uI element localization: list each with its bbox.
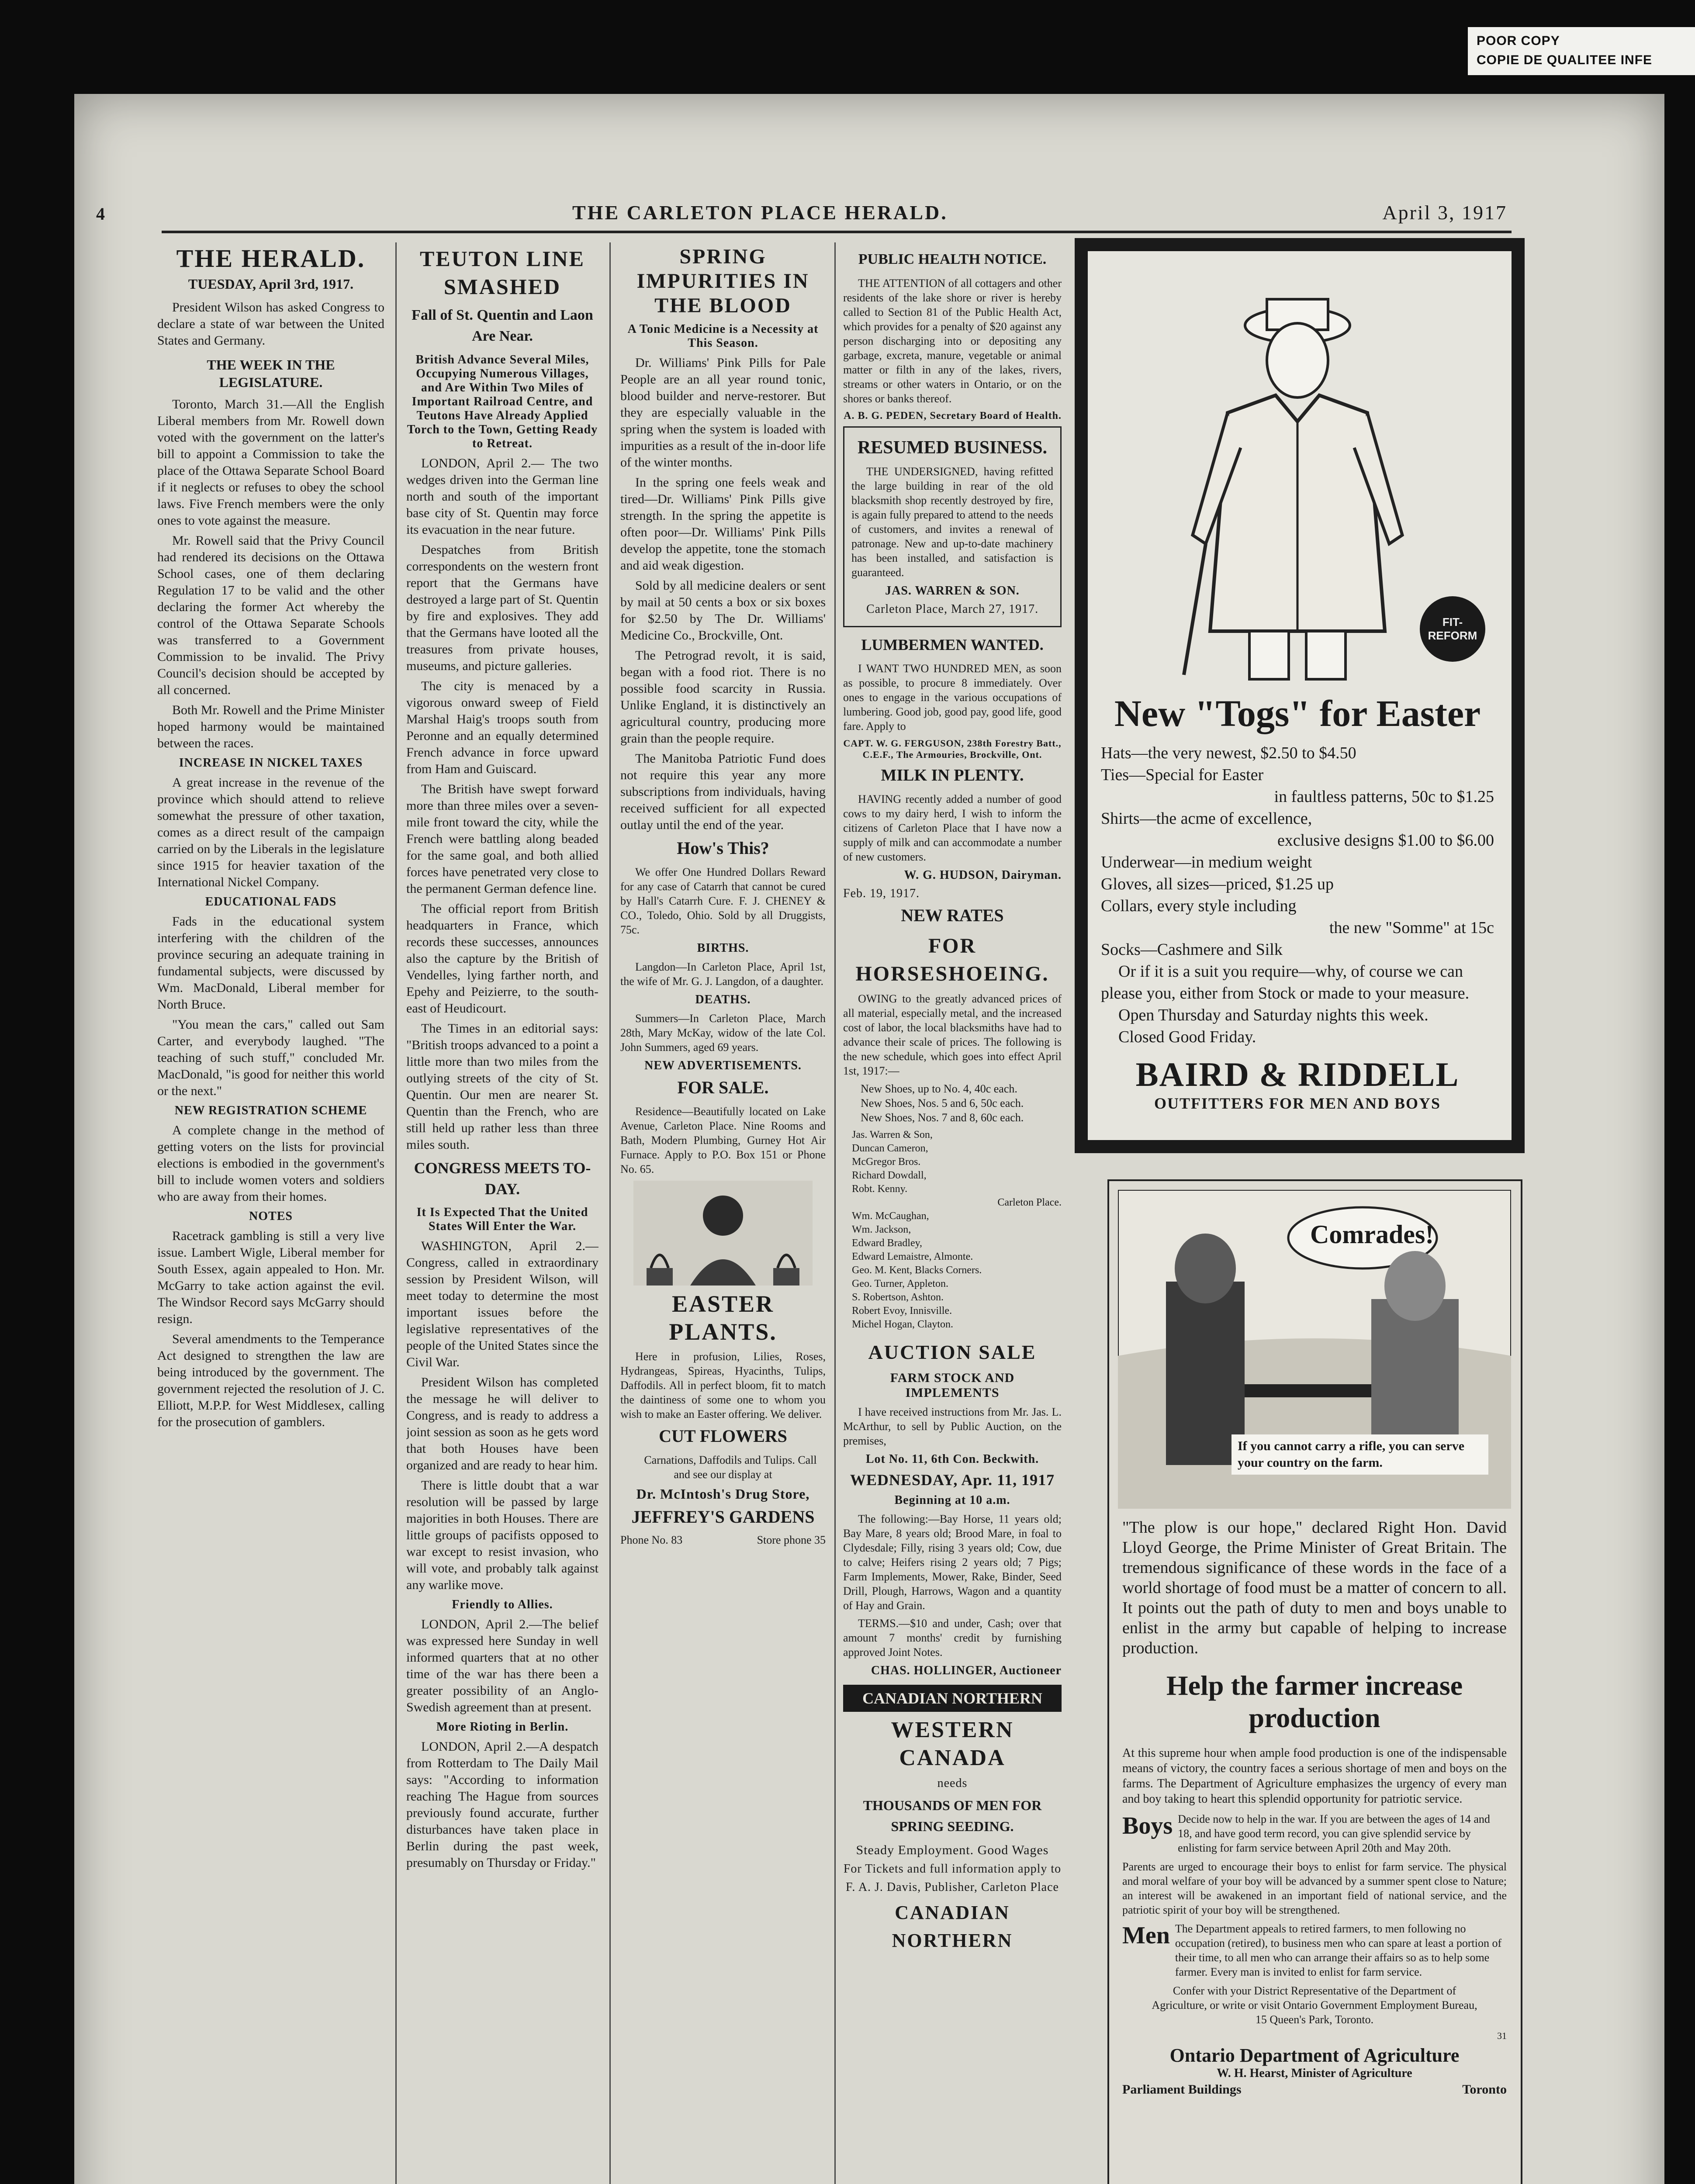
- article-paragraph: LONDON, April 2.—A despatch from Rotterdam to The Daily Mail says: "According to information reaching The Hague from sources previously found accurate, further disturbances have taken place in Berlin during the past week, presumably on Thursday or Friday.": [406, 1739, 598, 1870]
- boys-text: Decide now to help in the war. If you are between the ages of 14 and 18, and have good term record, you can give splendid service by enlisting for farm service between April 20th and May 20th.: [1178, 1813, 1490, 1854]
- legislature-heading: THE WEEK IN THE LEGISLATURE.: [207, 357, 335, 390]
- resumed-text: THE UNDERSIGNED, having refitted the large building in rear of the old blacksmith shop recently destroyed by fire, is again fully prepared to attend to the needs of customers, and invites a renewal of patronage. New and up-to-date machinery has been installed, and satisfaction is guaranteed.: [851, 465, 1053, 579]
- auction-text: I have received instructions from Mr. Jas. L. McArthur, to sell by Public Auction, on the premises,: [843, 1406, 1062, 1447]
- item-line: Collars, every style including: [1101, 897, 1297, 915]
- smith-name: Robert Evoy, Innisville.: [852, 1305, 952, 1317]
- gardens-name: JEFFREY'S GARDENS: [631, 1507, 815, 1527]
- smith-name: McGregor Bros.: [852, 1156, 921, 1168]
- public-health-heading: PUBLIC HEALTH NOTICE.: [858, 251, 1047, 267]
- war-headline: TEUTON LINE SMASHED: [419, 246, 585, 299]
- resumed-date: Carleton Place, March 27, 1917.: [866, 602, 1039, 616]
- nickel-heading: INCREASE IN NICKEL TAXES: [179, 756, 363, 770]
- notes-heading: NOTES: [249, 1209, 293, 1223]
- item-line: Underwear—in medium weight: [1101, 853, 1312, 871]
- article-paragraph: There is little doubt that a war resolution will be passed by large majorities in both Houses. There are little groups of pacifists opposed to war except to resist invasion, who will vote, and probably talk against any warlike move.: [406, 1478, 598, 1592]
- masthead-rule: [162, 231, 1512, 233]
- new-rates-heading: NEW RATES: [901, 905, 1004, 925]
- notice-line-2: COPIE DE QUALITEE INFE: [1477, 53, 1653, 67]
- article-paragraph: WASHINGTON, April 2.— Congress, called in extraordinary session by President Wilson, will meet today to determine the most important issues before the legislative representatives of the people of the United States since the Civil War.: [406, 1239, 598, 1369]
- auction-terms: TERMS.—$10 and under, Cash; over that amount 7 months' credit by furnishing approved Joint Notes.: [843, 1617, 1062, 1659]
- article-paragraph: The official report from British headquarters in France, which records these successes, announces also the capture by the British of Vendelles, lying farther north, and Epehy and Peizierre, to the south-east of Heudicourt.: [406, 902, 598, 1016]
- smith-name: Wm. McCaughan,: [852, 1210, 929, 1222]
- brand-name: BAIRD & RIDDELL: [1135, 1055, 1460, 1093]
- lloyd-george-quote: "The plow is our hope," declared Right Hon. David Lloyd George, the Prime Minister of Great Britain. The tremendous significance of these words in the face of a world shortage of food must be a matter of concern to all. It points out the path of duty to men and boys unable to enlist in the army but capable of helping to increase production.: [1122, 1518, 1507, 1657]
- cut-flowers-text: Carnations, Daffodils and Tulips. Call and see our display at: [644, 1454, 817, 1481]
- smith-name: Geo. M. Kent, Blacks Corners.: [852, 1265, 982, 1276]
- item-line: Shirts—the acme of excellence,: [1101, 809, 1312, 828]
- smith-name: Geo. Turner, Appleton.: [852, 1278, 949, 1289]
- smith-name: Edward Bradley,: [852, 1237, 923, 1249]
- editorial-paragraph: Mr. Rowell said that the Privy Council had rendered its decisions on the Ottawa School cases, one of them declaring Regulation 17 to be valid and the other declaring the former Act whereby the control of the Ottawa Separate Schools was transferred to a Government Commission to be invalid. The Privy Council's decision should be accepted by all concerned.: [157, 533, 384, 697]
- western-canada-heading: WESTERN CANADA: [891, 1717, 1014, 1770]
- help-farmer-text: At this supreme hour when ample food production is one of the indispensable means of victory, the country faces a serious shortage of men and boys on the farms. The Department of Agriculture emphasizes the urgency of every man and boy taking to heart this splendid opportunity for patriotic service.: [1122, 1746, 1507, 1806]
- badge-text: FIT-REFORM: [1428, 615, 1477, 642]
- help-farmer-headline: Help the farmer increase production: [1166, 1670, 1463, 1733]
- item-line: in faultless patterns, 50c to $1.25: [1274, 788, 1494, 806]
- easter-plants-text: Here in profusion, Lilies, Roses, Hydrangeas, Spireas, Hyacinths, Tulips, Daffodils. All in perfect bloom, fit to match the daintiness of some one to whom you wish to make an Easter offering. We deliver.: [620, 1350, 826, 1420]
- auction-lot: Lot No. 11, 6th Con. Beckwith.: [865, 1452, 1039, 1466]
- war-deck: British Advance Several Miles, Occupying Numerous Villages, and Are Within Two Miles of Important Railroad Centre, and Teutons Have Already Applied Torch to the Town, Getting Ready to Retreat.: [407, 353, 598, 450]
- drug-store-name: Dr. McIntosh's Drug Store,: [636, 1486, 810, 1502]
- baird-riddell-ad: [1075, 238, 1525, 1153]
- farm-stock-heading: FARM STOCK AND IMPLEMENTS: [890, 1371, 1015, 1400]
- milk-signature: W. G. HUDSON, Dairyman.: [904, 868, 1062, 882]
- war-subheadline: Fall of St. Quentin and Laon Are Near.: [412, 307, 593, 344]
- thousands-heading: THOUSANDS OF MEN FOR SPRING SEEDING.: [863, 1797, 1042, 1834]
- column-rule: [609, 242, 611, 2184]
- item-line: Ties—Special for Easter: [1101, 766, 1264, 784]
- department-name: Ontario Department of Agriculture: [1169, 2045, 1460, 2066]
- item-line: Hats—the very newest, $2.50 to $4.50: [1101, 744, 1356, 762]
- new-ads-heading: NEW ADVERTISEMENTS.: [644, 1059, 802, 1072]
- hows-this-text: We offer One Hundred Dollars Reward for any case of Catarrh that cannot be cured by Hall's Catarrh Cure. F. J. CHENEY & CO., Toledo, Ohio. Sold by all Druggists, 75c.: [620, 866, 826, 936]
- education-heading: EDUCATIONAL FADS: [205, 895, 337, 909]
- rate-line: New Shoes, up to No. 4, 40c each.: [861, 1082, 1017, 1095]
- article-paragraph: Dr. Williams' Pink Pills for Pale People are an all year round tonic, blood builder and nerve-restorer. But they are especially valuable in the spring when the system is loaded with impurities as a result of the in-door life of the winter months.: [620, 356, 826, 470]
- article-paragraph: LONDON, April 2.—The belief was expressed here Sunday in well informed quarters that at no other time of the war has there been a greater possibility of an Anglo-Swedish agreement than at present.: [406, 1617, 598, 1714]
- parliament-buildings: Parliament Buildings: [1122, 2082, 1242, 2097]
- article-paragraph: The Times in an editorial says: "British troops advanced to a point a little more than two miles from the outlying streets of the city of St. Quentin. Our men are nearer St. Quentin than the French, who are still held up rather less than three miles south.: [406, 1021, 598, 1152]
- editorial-paragraph: Both Mr. Rowell and the Prime Minister hoped harmony would be maintained between the races.: [157, 703, 384, 750]
- auction-date: WEDNESDAY, Apr. 11, 1917: [850, 1471, 1055, 1489]
- lumbermen-text: I WANT TWO HUNDRED MEN, as soon as possible, to procure 8 immediately. Over ones to engage in the various occupations of lumbering. Good job, good pay, good life, good fare. Apply to: [843, 662, 1062, 733]
- togs-headline: New "Togs" for Easter: [1114, 692, 1481, 734]
- ad-number: 31: [1497, 2030, 1507, 2041]
- easter-plants-heading: EASTER PLANTS.: [669, 1291, 777, 1345]
- agriculture-ad: [1107, 1179, 1522, 2184]
- births-heading: BIRTHS.: [697, 941, 749, 955]
- smith-name: Robt. Kenny.: [852, 1183, 908, 1195]
- editorial-paragraph: A great increase in the revenue of the province which should attend to relieve somewhat the pressure of other taxation, comes as a direct result of the campaign carried on by the Liberals in the legislature since 1915 for heavier taxation of the International Nickel Company.: [157, 775, 384, 889]
- health-column: [620, 245, 826, 2184]
- resumed-heading: RESUMED BUSINESS.: [857, 438, 1048, 458]
- editorial-paragraph: "You mean the cars," called out Sam Carter, and everybody laughed. "The teaching of such stuff," concluded Mr. MacDonald, "is good for neither this world or the next.": [157, 1017, 384, 1098]
- column-rule: [395, 242, 397, 2184]
- department-city: Toronto: [1462, 2082, 1507, 2097]
- milk-text: HAVING recently added a number of good cows to my dairy herd, I wish to inform the citizens of Carleton Place that I have now a supply of milk and can accommodate a number of new customers.: [843, 793, 1062, 863]
- gentleman-illustration: [1140, 264, 1455, 684]
- item-line: exclusive designs $1.00 to $6.00: [1277, 831, 1494, 850]
- smith-name: Richard Dowdall,: [852, 1170, 927, 1181]
- editorial-paragraph: Several amendments to the Temperance Act designed to strengthen the law are being introduced by the government. The government rejected the resolution of J. C. Elliott, M.P.P. for West Middlesex, calling for the prosecution of gamblers.: [157, 1332, 384, 1429]
- for-sale-text: Residence—Beautifully located on Lake Avenue, Carleton Place. Nine Rooms and Bath, Modern Plumbing, Gurney Hot Air Furnace. Apply to P.O. Box 151 or Phone No. 65.: [620, 1105, 826, 1175]
- editorial-paragraph: Racetrack gambling is still a very live issue. Lambert Wigle, Liberal member for South Essex, again appealed to Hon. Mr. McGarry to take action against the evil. The Windsor Record says McGarry should resign.: [157, 1229, 384, 1326]
- flower-illustration: [633, 1181, 813, 1286]
- congress-deck: It Is Expected That the United States Will Enter the War.: [416, 1206, 588, 1233]
- confer-text: Confer with your District Representative of the Department of Agriculture, or write or visit Ontario Government Employment Bureau, 15 Queen's Park, Toronto.: [1152, 1984, 1477, 2026]
- horseshoeing-text: OWING to the greatly advanced prices of all material, especially metal, and the increased cost of labor, the local blacksmiths have had to advance their scale of prices. The following is the new schedule, which goes into effect April 1st, 1917:—: [843, 992, 1062, 1077]
- war-news-column: [406, 245, 598, 2184]
- article-paragraph: LONDON, April 2.— The two wedges driven into the German line north and south of the important base city of St. Quentin may force its evacuation in the near future.: [406, 456, 598, 537]
- rate-line: New Shoes, Nos. 7 and 8, 60c each.: [861, 1111, 1024, 1124]
- speech-bubble: Comrades!: [1310, 1220, 1434, 1249]
- milk-heading: MILK IN PLENTY.: [881, 766, 1024, 784]
- cut-flowers-heading: CUT FLOWERS: [659, 1426, 787, 1446]
- suit-text: Or if it is a suit you require—why, of course we can please you, either from Stock or made to your measure.: [1101, 962, 1470, 1002]
- issue-date: April 3, 1917: [1382, 201, 1507, 224]
- deaths-heading: DEATHS.: [695, 993, 751, 1006]
- friendly-heading: Friendly to Allies.: [452, 1598, 553, 1611]
- paper-title: THE CARLETON PLACE HERALD.: [572, 201, 948, 224]
- gardens-phone: Phone No. 83: [620, 1534, 683, 1546]
- men-text: The Department appeals to retired farmers, to men following no occupation (retired), to business men who can spare at least a portion of their time, to all men who can arrange their affairs so as to help some farmer. Every man is invited to enlist for farm service.: [1175, 1922, 1502, 1978]
- comrades-illustration: [1118, 1190, 1511, 1509]
- editorial-column: [157, 245, 384, 2184]
- article-paragraph: Sold by all medicine dealers or sent by mail at 50 cents a box or six boxes for $2.50 by The Dr. Williams' Medicine Co., Brockville, Ont.: [620, 578, 826, 643]
- auctioneer: CHAS. HOLLINGER, Auctioneer: [871, 1664, 1062, 1677]
- men-label: Men: [1122, 1922, 1170, 1949]
- masthead: [96, 201, 1507, 227]
- store-phone: Store phone 35: [757, 1534, 826, 1546]
- article-paragraph: The city is menaced by a vigorous onward sweep of Field Marshal Haig's troops south from Peronne and an equally determined French advance in force upward from Ham and Guiscard.: [406, 679, 598, 776]
- spring-headline: SPRING IMPURITIES IN THE BLOOD: [636, 245, 809, 317]
- closed-text: Closed Good Friday.: [1118, 1028, 1256, 1046]
- editorial-lead: President Wilson has asked Congress to declare a state of war between the United States and Germany.: [157, 300, 384, 348]
- editorial-paragraph: A complete change in the method of getting voters on the lists for provincial elections is embodied in the government's bill to include women voters and soldiers who are away from their homes.: [157, 1123, 384, 1204]
- article-paragraph: The British have swept forward more than three miles over a seven-mile front toward the city, while the French were battling along beaded for the same goal, and both allied forces have penetrated very close to the permanent German defence line.: [406, 782, 598, 896]
- resumed-signature: JAS. WARREN & SON.: [885, 584, 1020, 598]
- railway-footer: CANADIAN NORTHERN: [892, 1902, 1013, 1951]
- railway-banner: CANADIAN NORTHERN: [843, 1685, 1062, 1712]
- brand-tagline: OUTFITTERS FOR MEN AND BOYS: [1154, 1095, 1441, 1112]
- item-line: the new "Somme" at 15c: [1329, 919, 1494, 937]
- smith-place: Carleton Place.: [997, 1197, 1062, 1208]
- milk-date: Feb. 19, 1917.: [843, 887, 920, 900]
- auction-heading: AUCTION SALE: [868, 1341, 1037, 1363]
- editorial-paragraph: Fads in the educational system interfering with the children of the province securing an adequate training in fundamental subjects, were discussed by Wm. MacDonald, Liberal member for North Bruce.: [157, 914, 384, 1012]
- item-line: Gloves, all sizes—priced, $1.25 up: [1101, 875, 1334, 893]
- public-health-text: THE ATTENTION of all cottagers and other residents of the lake shore or river is hereby called to Section 81 of the Public Health Act, which provides for a penalty of $20 against any person discharging into or depositing any garbage, excreta, manure, vegetable or animal matter or filth in any of the lakes, rivers, streams or other waters in Ontario, or on the shores or banks thereof.: [843, 277, 1062, 405]
- fit-reform-badge: [1420, 596, 1485, 662]
- smith-name: Jas. Warren & Son,: [852, 1129, 933, 1140]
- spring-deck: A Tonic Medicine is a Necessity at This Season.: [627, 322, 819, 350]
- boys-label: Boys: [1122, 1812, 1173, 1839]
- congress-headline: CONGRESS MEETS TO-DAY.: [414, 1159, 591, 1198]
- births-text: Langdon—In Carleton Place, April 1st, the wife of Mr. G. J. Langdon, of a daughter.: [620, 961, 826, 988]
- for-sale-heading: FOR SALE.: [677, 1078, 769, 1097]
- editorial-paragraph: Toronto, March 31.—All the English Liberal members from Mr. Rowell down voted with the government on the latter's bill to appoint a Commission to take the place of the Ottawa Separate School Board if it neglects or refuses to obey the school laws. Five French members were the only ones to vote against the measure.: [157, 397, 384, 528]
- smith-name: Michel Hogan, Clayton.: [852, 1319, 953, 1330]
- auction-time: Beginning at 10 a.m.: [894, 1493, 1010, 1507]
- editorial-dateline: TUESDAY, April 3rd, 1917.: [188, 276, 354, 292]
- tickets-text: For Tickets and full information apply to: [843, 1862, 1062, 1876]
- illustration-caption: If you cannot carry a rifle, you can serve your country on the farm.: [1231, 1434, 1488, 1475]
- column-rule: [834, 242, 836, 2184]
- auction-list: The following:—Bay Horse, 11 years old; Bay Mare, 8 years old; Brood Mare, in foal to Clydesdale; Filly, rising 3 years old; Cow, due to calve; Heifers rising 2 years old; 7 Pigs; Farm Implements, Mower, Rake, Binder, Seed Drill, Plough, Harrows, Wagon and a quantity of Hay and Grain.: [843, 1513, 1062, 1612]
- rioting-heading: More Rioting in Berlin.: [436, 1720, 569, 1734]
- ticket-agent: F. A. J. Davis, Publisher, Carleton Place: [846, 1880, 1059, 1894]
- poor-copy-notice: [1468, 27, 1695, 75]
- article-paragraph: The Manitoba Patriotic Fund does not require this year any more subscriptions from individuals, having received sufficient for all expected outlay until the end of the year.: [620, 751, 826, 832]
- hows-this-heading: How's This?: [677, 838, 769, 858]
- rate-line: New Shoes, Nos. 5 and 6, 50c each.: [861, 1097, 1024, 1109]
- minister-name: W. H. Hearst, Minister of Agriculture: [1217, 2067, 1412, 2080]
- deaths-text: Summers—In Carleton Place, March 28th, Mary McKay, widow of the late Col. John Summers, aged 69 years.: [620, 1012, 826, 1054]
- article-paragraph: The Petrograd revolt, it is said, began with a food riot. There is no possible food scarcity in Russia. Unlike England, it is distinctively an agricultural country, producing more grain than the people require.: [620, 648, 826, 746]
- steady-employment: Steady Employment. Good Wages: [856, 1843, 1049, 1857]
- registration-heading: NEW REGISTRATION SCHEME: [174, 1104, 367, 1117]
- smith-name: Edward Lemaistre, Almonte.: [852, 1251, 973, 1262]
- smith-name: S. Robertson, Ashton.: [852, 1292, 944, 1303]
- article-paragraph: President Wilson has completed the message he will deliver to Congress, and is ready to address a joint session as soon as he gets word that both Houses have been organized and are ready to hear him.: [406, 1375, 598, 1472]
- resumed-business-ad: [843, 426, 1062, 627]
- lumbermen-signature: CAPT. W. G. FERGUSON, 238th Forestry Batt., C.E.F., The Armouries, Brockville, Ont.: [843, 738, 1062, 760]
- public-health-signature: A. B. G. PEDEN, Secretary Board of Health.: [844, 410, 1062, 422]
- smith-name: Duncan Cameron,: [852, 1143, 928, 1154]
- hours-text: Open Thursday and Saturday nights this week.: [1118, 1006, 1429, 1024]
- item-line: Socks—Cashmere and Silk: [1101, 940, 1283, 959]
- lumbermen-heading: LUMBERMEN WANTED.: [861, 636, 1044, 653]
- page-number: 4: [96, 204, 105, 224]
- parents-text: Parents are urged to encourage their boys to enlist for farm service. The physical and moral welfare of your boy will be advanced by a summer spent close to Nature; an interest will be awakened in an important field of national service, and the patriotic spirit of your boy will be strengthened.: [1122, 1860, 1507, 1916]
- needs-word: needs: [937, 1776, 968, 1790]
- article-paragraph: In the spring one feels weak and tired—Dr. Williams' Pink Pills give strength. In the spring the appetite is often poor—Dr. Williams' Pink Pills develop the appetite, tone the stomach and aid weak digestion.: [620, 475, 826, 573]
- editorial-title: THE HERALD.: [176, 245, 366, 273]
- horseshoeing-heading: FOR HORSESHOEING.: [855, 934, 1049, 985]
- notice-line-1: POOR COPY: [1477, 34, 1560, 48]
- article-paragraph: Despatches from British correspondents on the western front report that the Germans have destroyed a large part of St. Quentin by fire and explosives. They add that the Germans have looted all the treasures from private houses, museums, and picture galleries.: [406, 543, 598, 673]
- smith-name: Wm. Jackson,: [852, 1224, 911, 1235]
- notices-column: [843, 245, 1062, 2184]
